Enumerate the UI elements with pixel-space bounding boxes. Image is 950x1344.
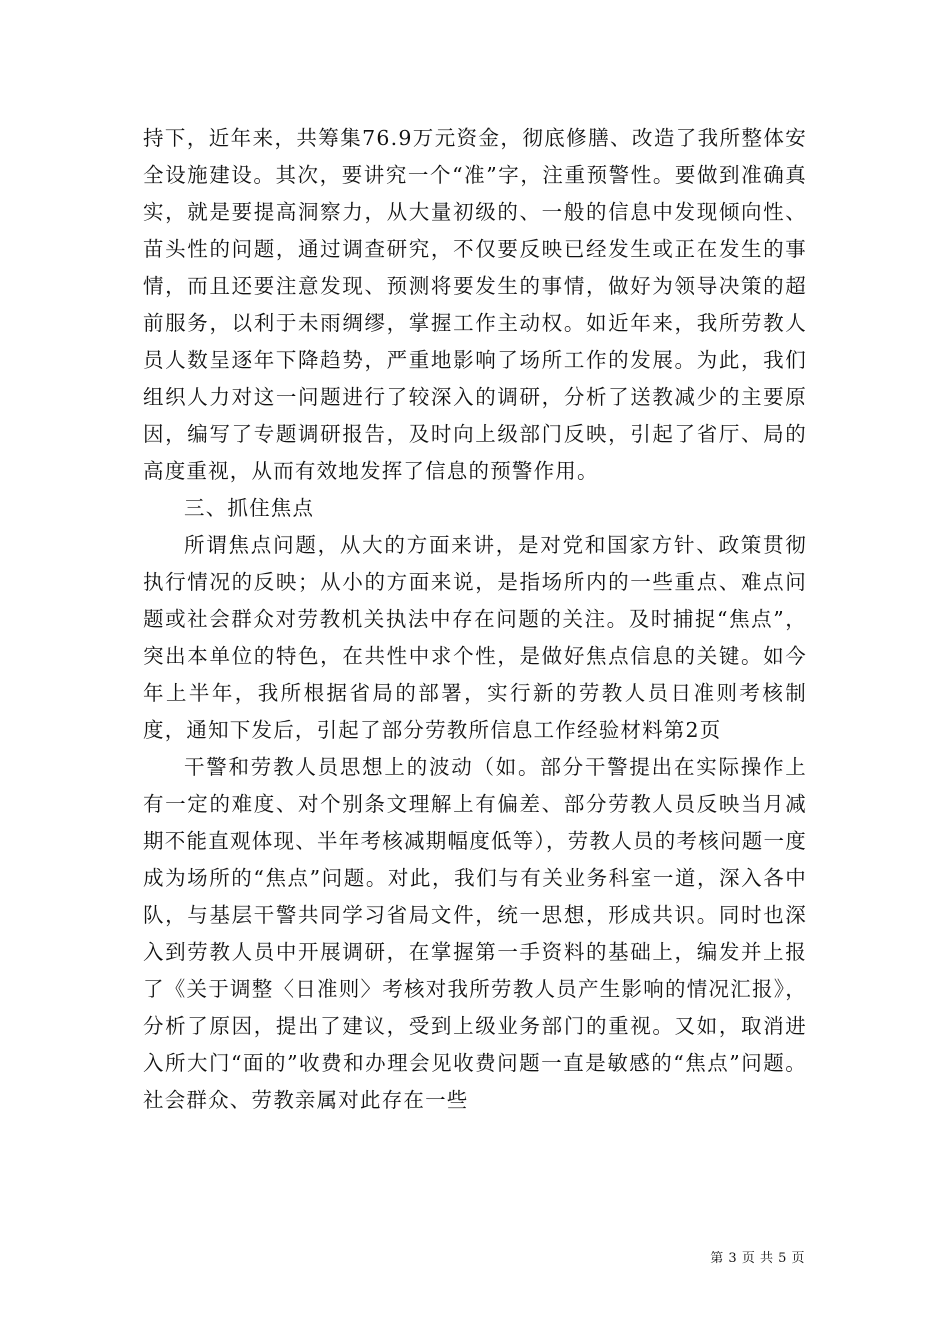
paragraph-continuation: 持下，近年来，共筹集76.9万元资金，彻底修膳、改造了我所整体安全设施建设。其次，要讲究一个“准”字，注重预警性。要做到准确真实，就是要提高洞察力，从大量初级的、一般的信息中发现倾向性、苗头性的问题，通过调查研究，不仅要反映已经发生或正在发生的事情，而且还要注意发现、预测将要发生的事情，做好为领导决策的超前服务，以利于未雨绸缪，掌握工作主动权。如近年来，我所劳教人员人数呈逐年下降趋势，严重地影响了场所工作的发展。为此，我们组织人力对这一问题进行了较深入的调研，分析了送教减少的主要原因，编写了专题调研报告，及时向上级部门反映，引起了省厅、局的高度重视，从而有效地发挥了信息的预警作用。	[143, 126, 807, 483]
section-heading-3: 三、抓住焦点	[184, 496, 315, 520]
paragraph-focus-intro: 所谓焦点问题，从大的方面来讲，是对党和国家方针、政策贯彻执行情况的反映；从小的方面来说，是指场所内的一些重点、难点问题或社会群众对劳教机关执法中存在问题的关注。及时捕捉“焦点”，突出本单位的特色，在共性中求个性，是做好焦点信息的关键。如今年上半年，我所根据省局的部署，实行新的劳教人员日准则考核制度，通知下发后，引起了部分劳教所信息工作经验材料第2页	[143, 533, 807, 742]
paragraph-focus-example: 干警和劳教人员思想上的波动（如。部分干警提出在实际操作上有一定的难度、对个别条文理解上有偏差、部分劳教人员反映当月减期不能直观体现、半年考核减期幅度低等），劳教人员的考核问题一度成为场所的“焦点”问题。对此，我们与有关业务科室一道，深入各中队，与基层干警共同学习省局文件，统一思想，形成共识。同时也深入到劳教人员中开展调研，在掌握第一手资料的基础上，编发并上报了《关于调整〈日准则〉考核对我所劳教人员产生影响的情况汇报》，分析了原因，提出了建议，受到上级业务部门的重视。又如，取消进入所大门“面的”收费和办理会见收费问题一直是敏感的“焦点”问题。社会群众、劳教亲属对此存在一些	[143, 755, 807, 1112]
page-number-footer: 第 3 页 共 5 页	[710, 1251, 805, 1266]
document-body	[143, 120, 807, 1119]
